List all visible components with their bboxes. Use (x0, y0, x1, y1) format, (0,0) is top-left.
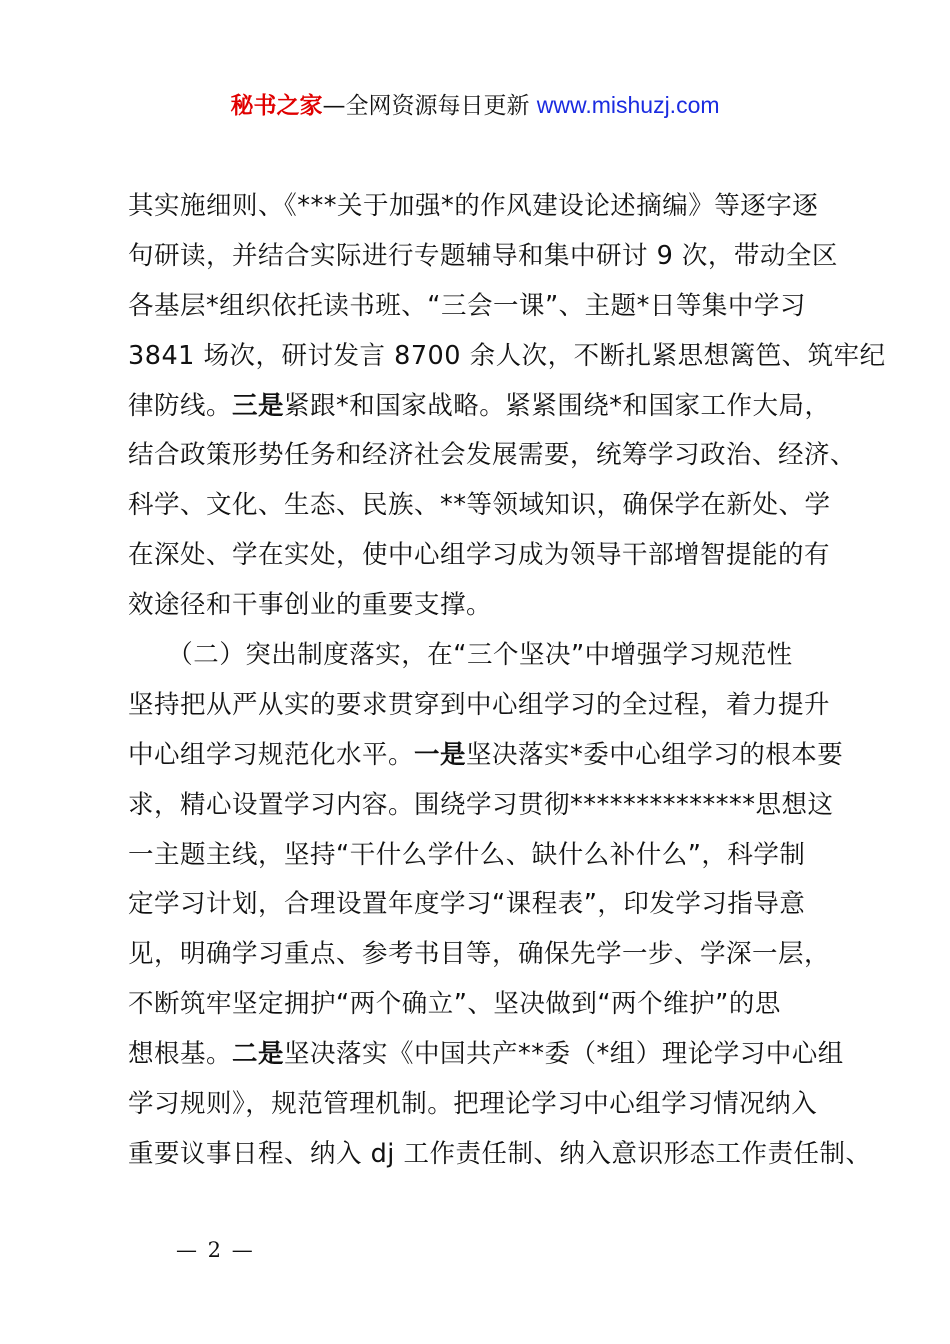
document-body (128, 182, 886, 1180)
text-line (128, 731, 844, 781)
text-line (128, 431, 857, 481)
text-segment: 3841 场次，研讨发言 8700 余人次，不断扎紧思想篱笆、筑牢纪 (128, 340, 886, 371)
text-segment: 想根基。 (128, 1039, 233, 1070)
text-segment: 重要议事日程、纳入 dj 工作责任制、纳入意识形态工作责任制、 (128, 1138, 872, 1169)
bold-lead-phrase: 三是 (232, 390, 285, 421)
text-line (128, 1080, 840, 1130)
text-line (128, 332, 886, 382)
text-line (128, 182, 840, 232)
text-line (128, 382, 840, 432)
brand-name: 秘书之家 (230, 93, 323, 119)
text-line (128, 1030, 844, 1080)
bold-lead-phrase: 二是 (232, 1039, 285, 1070)
text-segment: 科学、文化、生态、民族、**等领域知识，确保学在新处、学 (128, 490, 831, 521)
text-line (128, 831, 840, 881)
text-segment: 坚决落实*委中心组学习的根本要 (466, 739, 844, 770)
text-segment: 句研读，并结合实际进行专题辅导和集中研讨 9 次，带动全区 (128, 240, 838, 271)
text-line (128, 681, 840, 731)
text-segment: 各基层*组织依托读书班、“三会一课”、主题*日等集中学习 (128, 290, 806, 321)
text-segment: 坚持把从严从实的要求贯穿到中心组学习的全过程，着力提升 (128, 689, 831, 720)
text-line (128, 631, 840, 681)
text-segment: 紧跟*和国家战略。紧紧围绕*和国家工作大局， (284, 390, 831, 421)
bold-lead-phrase: 一是 (414, 739, 467, 770)
text-segment: 见，明确学习重点、参考书目等，确保先学一步、学深一层， (128, 939, 831, 970)
text-line (128, 531, 840, 581)
text-segment: 结合政策形势任务和经济社会发展需要，统筹学习政治、经济、 (128, 440, 857, 471)
page-number: — 2 — (176, 1238, 255, 1262)
text-line (128, 481, 840, 531)
text-line (128, 980, 840, 1030)
text-segment: 求，精心设置学习内容。围绕学习贯彻**************思想这 (128, 789, 834, 820)
text-segment: 在深处、学在实处，使中心组学习成为领导干部增智提能的有 (128, 540, 831, 571)
text-segment: 律防线。 (128, 390, 233, 421)
text-segment: 中心组学习规范化水平。 (128, 739, 415, 770)
text-line (128, 282, 840, 332)
text-segment: 一主题主线，坚持“干什么学什么、缺什么补什么”，科学制 (128, 839, 806, 870)
site-url-link[interactable]: www.mishuzj.com (536, 92, 720, 118)
text-line (128, 581, 840, 631)
text-line (128, 232, 840, 282)
text-segment: 效途径和干事创业的重要支撑。 (128, 590, 493, 621)
text-segment: （二）突出制度落实，在“三个坚决”中增强学习规范性 (128, 640, 793, 671)
text-segment: 不断筑牢坚定拥护“两个确立”、坚决做到“两个维护”的思 (128, 989, 781, 1020)
text-segment: 其实施细则、《***关于加强*的作风建设论述摘编》等逐字逐 (128, 191, 819, 221)
text-segment: 学习规则》，规范管理机制。把理论学习中心组学习情况纳入 (128, 1089, 818, 1120)
text-line (128, 781, 840, 831)
text-segment: 坚决落实《中国共产**委（*组）理论学习中心组 (284, 1039, 844, 1070)
site-header (0, 88, 950, 123)
text-line (128, 880, 840, 930)
text-line (128, 930, 840, 980)
text-segment: 定学习计划，合理设置年度学习“课程表”，印发学习指导意 (128, 889, 806, 920)
header-tagline: —全网资源每日更新 (322, 93, 537, 119)
text-line (128, 1130, 872, 1180)
